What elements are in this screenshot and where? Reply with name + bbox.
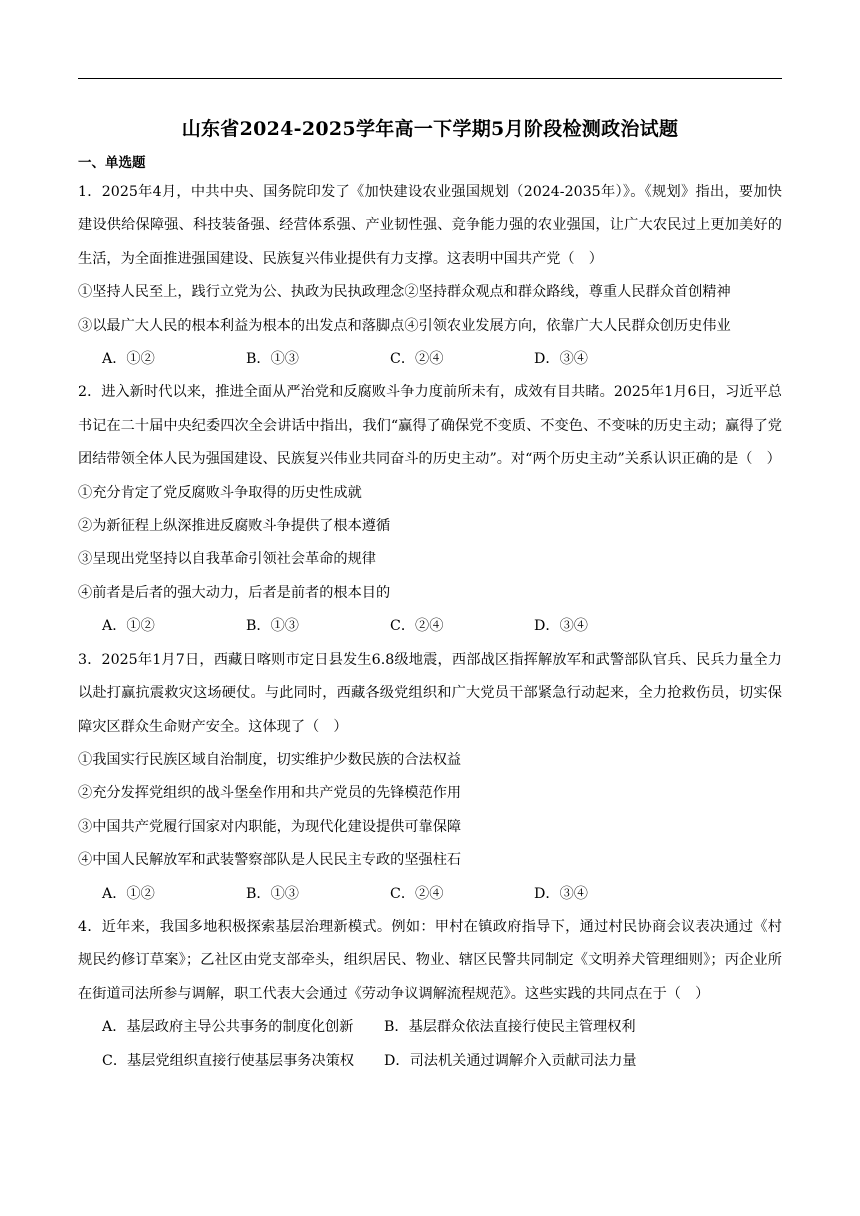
- question-stem: 4．近年来，我国多地积极探索基层治理新模式。例如：甲村在镇政府指导下，通过村民协商会议表决通过《村规民约修订草案》；乙社区由党支部牵头，组织居民、物业、辖区民警共同制定《文明养犬管理细则》；丙企业所在街道司法所参与调解，职工代表大会通过《劳动争议调解流程规范》。这些实践的共同点在于（ ）: [78, 918, 782, 1002]
- option-c[interactable]: C．②④: [390, 351, 444, 368]
- page-title: 山东省2024-2025学年高一下学期5月阶段检测政治试题: [181, 118, 679, 140]
- option-b[interactable]: B．①③: [246, 351, 299, 368]
- question-2: [78, 376, 782, 643]
- question-3: [78, 644, 782, 911]
- answer-options: [78, 878, 782, 911]
- option-a[interactable]: A．①②: [102, 618, 155, 635]
- statement-line: ②为新征程上纵深推进反腐败斗争提供了根本遵循: [78, 518, 391, 535]
- statement-line: ①充分肯定了党反腐败斗争取得的历史性成就: [78, 484, 362, 501]
- option-a[interactable]: A．基层政府主导公共事务的制度化创新: [102, 1019, 354, 1036]
- statement-line: ③呈现出党坚持以自我革命引领社会革命的规律: [78, 551, 376, 568]
- statement-line: ①坚持人民至上，践行立党为公、执政为民执政理念②坚持群众观点和群众路线，尊重人民群众首创精神: [78, 284, 731, 301]
- option-c[interactable]: C．基层党组织直接行使基层事务决策权: [102, 1052, 355, 1069]
- statement-line: ④前者是后者的强大动力，后者是前者的根本目的: [78, 584, 391, 601]
- option-b[interactable]: B．①③: [246, 885, 299, 902]
- statement-line: ③中国共产党履行国家对内职能，为现代化建设提供可靠保障: [78, 818, 462, 835]
- option-d[interactable]: D．③④: [534, 618, 588, 635]
- option-b[interactable]: B．基层群众依法直接行使民主管理权利: [384, 1019, 636, 1036]
- option-a[interactable]: A．①②: [102, 885, 155, 902]
- option-a[interactable]: A．①②: [102, 351, 155, 368]
- statement-line: ①我国实行民族区域自治制度，切实维护少数民族的合法权益: [78, 751, 462, 768]
- question-stem: 2．进入新时代以来，推进全面从严治党和反腐败斗争力度前所未有，成效有目共睹。2025年1月6日，习近平总书记在二十届中央纪委四次全会讲话中指出，我们“赢得了确保党不变质、不变色、不变味的历史主动；赢得了党团结带领全体人民为强国建设、民族复兴伟业共同奋斗的历史主动”。对“两个历史主动”关系认识正确的是（ ）: [78, 384, 782, 468]
- statement-line: ③以最广大人民的根本利益为根本的出发点和落脚点④引领农业发展方向，依靠广大人民群众创历史伟业: [78, 317, 731, 334]
- answer-options: [78, 343, 782, 376]
- option-d[interactable]: D．③④: [534, 885, 588, 902]
- answer-options: [78, 610, 782, 643]
- statement-line: ②充分发挥党组织的战斗堡垒作用和共产党员的先锋模范作用: [78, 785, 462, 802]
- option-c[interactable]: C．②④: [390, 885, 444, 902]
- answer-options-row-2: [78, 1045, 782, 1078]
- question-1: [78, 176, 782, 376]
- header-rule: [78, 78, 782, 79]
- statement-line: ④中国人民解放军和武装警察部队是人民民主专政的坚强柱石: [78, 852, 462, 869]
- question-list: [78, 176, 782, 1078]
- option-c[interactable]: C．②④: [390, 618, 444, 635]
- section-heading: 一、单选题: [78, 155, 146, 171]
- answer-options-row-1: [78, 1011, 782, 1044]
- option-d[interactable]: D．司法机关通过调解介入贡献司法力量: [384, 1052, 637, 1069]
- option-b[interactable]: B．①③: [246, 618, 299, 635]
- question-4: [78, 911, 782, 1078]
- question-stem: 1．2025年4月，中共中央、国务院印发了《加快建设农业强国规划（2024-2035年）》。《规划》指出，要加快建设供给保障强、科技装备强、经营体系强、产业韧性强、竞争能力强的农业强国，让广大农民过上更加美好的生活，为全面推进强国建设、民族复兴伟业提供有力支撑。这表明中国共产党（ ）: [78, 184, 782, 267]
- question-stem: 3．2025年1月7日，西藏日喀则市定日县发生6.8级地震，西部战区指挥解放军和武警部队官兵、民兵力量全力以赴打赢抗震救灾这场硬仗。与此同时，西藏各级党组织和广大党员干部紧急行动起来，全力抢救伤员，切实保障灾区群众生命财产安全。这体现了（ ）: [78, 651, 782, 735]
- option-d[interactable]: D．③④: [534, 351, 588, 368]
